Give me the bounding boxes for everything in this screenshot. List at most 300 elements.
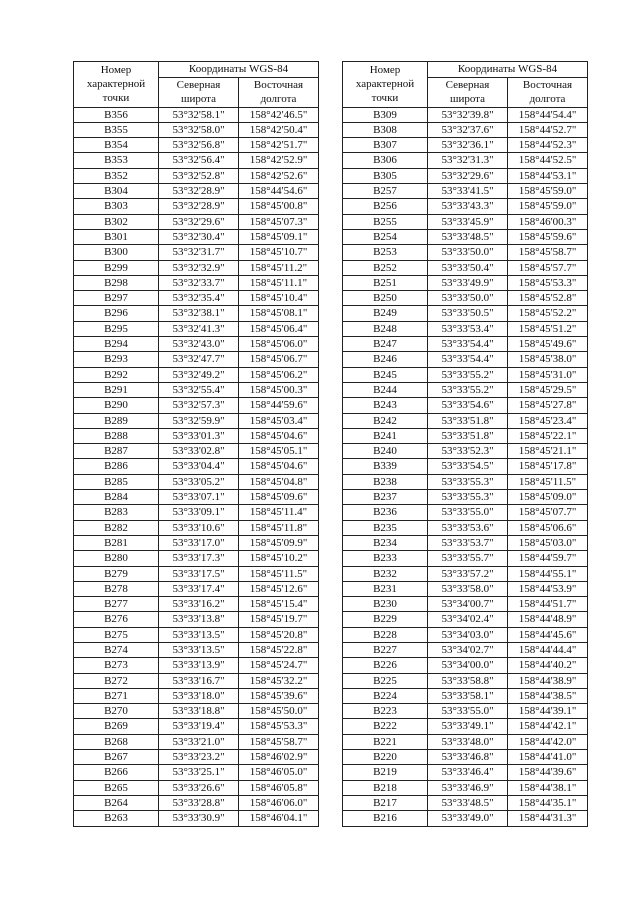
point-id-cell: В270 [74, 704, 159, 719]
latitude-cell: 53°32'59.9" [159, 413, 239, 428]
latitude-cell: 53°32'55.4" [159, 382, 239, 397]
latitude-cell: 53°33'18.8" [159, 704, 239, 719]
table-row [74, 581, 319, 596]
table-row [343, 719, 588, 734]
latitude-cell: 53°32'49.2" [159, 367, 239, 382]
table-row [74, 214, 319, 229]
point-id-cell: В242 [343, 413, 428, 428]
point-id-cell: В279 [74, 566, 159, 581]
latitude-cell: 53°32'31.7" [159, 245, 239, 260]
point-id-cell: В268 [74, 734, 159, 749]
point-id-cell: В254 [343, 229, 428, 244]
longitude-cell: 158°45'11.5" [508, 474, 588, 489]
latitude-cell: 53°32'35.4" [159, 291, 239, 306]
table-row [74, 535, 319, 550]
longitude-cell: 158°45'00.8" [239, 199, 319, 214]
longitude-cell: 158°45'06.7" [239, 352, 319, 367]
point-id-cell: В294 [74, 337, 159, 352]
table-row [343, 627, 588, 642]
longitude-cell: 158°42'50.4" [239, 122, 319, 137]
longitude-cell: 158°45'49.6" [508, 337, 588, 352]
latitude-cell: 53°33'48.5" [428, 229, 508, 244]
point-id-cell: В266 [74, 765, 159, 780]
latitude-cell: 53°32'58.0" [159, 122, 239, 137]
table-row [74, 168, 319, 183]
longitude-cell: 158°45'17.8" [508, 459, 588, 474]
latitude-cell: 53°33'58.1" [428, 688, 508, 703]
point-id-cell: В235 [343, 520, 428, 535]
table-row [343, 795, 588, 810]
point-id-cell: В216 [343, 811, 428, 826]
point-id-cell: В281 [74, 535, 159, 550]
point-id-cell: В233 [343, 551, 428, 566]
table-row [74, 658, 319, 673]
point-id-cell: В280 [74, 551, 159, 566]
longitude-cell: 158°45'00.3" [239, 382, 319, 397]
table-row [343, 642, 588, 657]
point-id-cell: В272 [74, 673, 159, 688]
latitude-cell: 53°33'55.0" [428, 704, 508, 719]
table-row [343, 428, 588, 443]
longitude-cell: 158°42'51.7" [239, 138, 319, 153]
table-row [343, 275, 588, 290]
point-id-cell: В241 [343, 428, 428, 443]
latitude-cell: 53°33'30.9" [159, 811, 239, 826]
point-id-cell: В264 [74, 795, 159, 810]
point-id-cell: В275 [74, 627, 159, 642]
latitude-cell: 53°33'51.8" [428, 413, 508, 428]
point-id-cell: В299 [74, 260, 159, 275]
longitude-cell: 158°45'06.2" [239, 367, 319, 382]
longitude-cell: 158°46'05.8" [239, 780, 319, 795]
latitude-cell: 53°32'47.7" [159, 352, 239, 367]
latitude-cell: 53°32'29.6" [428, 168, 508, 183]
point-header-line-3: точки [371, 92, 399, 105]
latitude-cell: 53°33'04.4" [159, 459, 239, 474]
coordinates-table-left [73, 61, 319, 827]
latitude-cell: 53°33'16.7" [159, 673, 239, 688]
point-number-header [74, 62, 159, 108]
latitude-cell: 53°33'51.8" [428, 428, 508, 443]
latitude-cell: 53°32'33.7" [159, 275, 239, 290]
table-row [74, 138, 319, 153]
table-header [74, 62, 319, 108]
latitude-cell: 53°33'49.0" [428, 811, 508, 826]
point-id-cell: В255 [343, 214, 428, 229]
longitude-cell: 158°45'50.0" [239, 704, 319, 719]
table-row [74, 153, 319, 168]
table-row [74, 306, 319, 321]
table-row [74, 107, 319, 122]
table-row [343, 291, 588, 306]
latitude-cell: 53°32'57.3" [159, 398, 239, 413]
point-id-cell: В220 [343, 750, 428, 765]
latitude-cell: 53°33'55.0" [428, 505, 508, 520]
longitude-cell: 158°45'27.8" [508, 398, 588, 413]
table-row [343, 153, 588, 168]
longitude-cell: 158°46'02.9" [239, 750, 319, 765]
longitude-cell: 158°45'10.4" [239, 291, 319, 306]
table-row [343, 321, 588, 336]
point-id-cell: В296 [74, 306, 159, 321]
point-id-cell: В283 [74, 505, 159, 520]
point-header-line-3: точки [102, 92, 130, 105]
table-row [343, 597, 588, 612]
table-row [343, 780, 588, 795]
longitude-cell: 158°45'03.4" [239, 413, 319, 428]
point-header-line-2: характерной [86, 78, 146, 91]
latitude-cell: 53°33'55.3" [428, 474, 508, 489]
latitude-cell: 53°33'17.5" [159, 566, 239, 581]
longitude-cell: 158°42'52.9" [239, 153, 319, 168]
latitude-cell: 53°33'53.6" [428, 520, 508, 535]
table-row [74, 382, 319, 397]
table-row [74, 704, 319, 719]
latitude-cell: 53°32'28.9" [159, 184, 239, 199]
table-row [343, 490, 588, 505]
table-row [343, 245, 588, 260]
longitude-cell: 158°44'51.7" [508, 597, 588, 612]
longitude-cell: 158°44'55.1" [508, 566, 588, 581]
longitude-cell: 158°45'51.2" [508, 321, 588, 336]
lon-header-line-1: Восточная [508, 78, 588, 93]
longitude-cell: 158°45'58.7" [239, 734, 319, 749]
longitude-cell: 158°44'42.1" [508, 719, 588, 734]
table-row [343, 138, 588, 153]
point-id-cell: В278 [74, 581, 159, 596]
latitude-cell: 53°33'25.1" [159, 765, 239, 780]
point-id-cell: В227 [343, 642, 428, 657]
point-id-cell: В300 [74, 245, 159, 260]
latitude-cell: 53°33'05.2" [159, 474, 239, 489]
latitude-cell: 53°33'54.4" [428, 337, 508, 352]
table-row [74, 719, 319, 734]
longitude-cell: 158°44'53.1" [508, 168, 588, 183]
latitude-cell: 53°33'46.8" [428, 750, 508, 765]
longitude-cell: 158°42'46.5" [239, 107, 319, 122]
table-row [74, 428, 319, 443]
latitude-cell: 53°33'55.7" [428, 551, 508, 566]
latitude-cell: 53°33'43.3" [428, 199, 508, 214]
table-row [74, 627, 319, 642]
point-id-cell: В287 [74, 444, 159, 459]
longitude-cell: 158°46'00.3" [508, 214, 588, 229]
latitude-cell: 53°33'52.3" [428, 444, 508, 459]
point-id-cell: В286 [74, 459, 159, 474]
latitude-cell: 53°33'50.4" [428, 260, 508, 275]
point-id-cell: В303 [74, 199, 159, 214]
latitude-cell: 53°33'18.0" [159, 688, 239, 703]
longitude-cell: 158°45'09.1" [239, 229, 319, 244]
longitude-cell: 158°46'05.0" [239, 765, 319, 780]
point-id-cell: В228 [343, 627, 428, 642]
longitude-cell: 158°45'03.0" [508, 535, 588, 550]
table-row [343, 184, 588, 199]
table-row [74, 184, 319, 199]
latitude-cell: 53°33'13.5" [159, 627, 239, 642]
latitude-cell: 53°33'49.1" [428, 719, 508, 734]
longitude-cell: 158°45'06.0" [239, 337, 319, 352]
point-id-cell: В248 [343, 321, 428, 336]
latitude-cell: 53°32'56.8" [159, 138, 239, 153]
longitude-cell: 158°45'22.8" [239, 642, 319, 657]
longitude-cell: 158°45'08.1" [239, 306, 319, 321]
table-row [74, 367, 319, 382]
point-id-cell: В289 [74, 413, 159, 428]
longitude-cell: 158°44'38.5" [508, 688, 588, 703]
table-row [343, 811, 588, 826]
latitude-cell: 53°33'13.8" [159, 612, 239, 627]
longitude-cell: 158°45'10.2" [239, 551, 319, 566]
table-row [343, 566, 588, 581]
point-id-cell: В292 [74, 367, 159, 382]
point-id-cell: В293 [74, 352, 159, 367]
longitude-cell: 158°45'19.7" [239, 612, 319, 627]
point-id-cell: В217 [343, 795, 428, 810]
table-row [343, 398, 588, 413]
longitude-cell: 158°44'45.6" [508, 627, 588, 642]
point-id-cell: В253 [343, 245, 428, 260]
latitude-cell: 53°32'29.6" [159, 214, 239, 229]
longitude-cell: 158°44'38.9" [508, 673, 588, 688]
latitude-cell: 53°34'00.0" [428, 658, 508, 673]
latitude-cell: 53°33'01.3" [159, 428, 239, 443]
table-row [343, 704, 588, 719]
longitude-cell: 158°44'48.9" [508, 612, 588, 627]
latitude-cell: 53°33'09.1" [159, 505, 239, 520]
point-id-cell: В282 [74, 520, 159, 535]
longitude-cell: 158°45'09.0" [508, 490, 588, 505]
latitude-cell: 53°32'32.9" [159, 260, 239, 275]
latitude-cell: 53°33'46.9" [428, 780, 508, 795]
point-id-cell: В236 [343, 505, 428, 520]
longitude-cell: 158°44'52.3" [508, 138, 588, 153]
point-id-cell: В298 [74, 275, 159, 290]
point-id-cell: В218 [343, 780, 428, 795]
table-row [343, 382, 588, 397]
table-row [74, 520, 319, 535]
longitude-cell: 158°45'11.1" [239, 275, 319, 290]
latitude-cell: 53°33'48.0" [428, 734, 508, 749]
latitude-cell: 53°33'55.3" [428, 490, 508, 505]
latitude-cell: 53°32'37.6" [428, 122, 508, 137]
table-row [74, 245, 319, 260]
point-id-cell: В288 [74, 428, 159, 443]
table-body [343, 107, 588, 826]
table-row [343, 413, 588, 428]
point-id-cell: В257 [343, 184, 428, 199]
longitude-cell: 158°45'15.4" [239, 597, 319, 612]
table-row [74, 795, 319, 810]
latitude-cell: 53°32'52.8" [159, 168, 239, 183]
longitude-cell: 158°45'57.7" [508, 260, 588, 275]
latitude-cell: 53°32'56.4" [159, 153, 239, 168]
longitude-cell: 158°44'52.7" [508, 122, 588, 137]
longitude-cell: 158°45'11.2" [239, 260, 319, 275]
table-row [343, 520, 588, 535]
latitude-cell: 53°33'45.9" [428, 214, 508, 229]
latitude-cell: 53°33'26.6" [159, 780, 239, 795]
longitude-cell: 158°45'05.1" [239, 444, 319, 459]
longitude-cell: 158°45'20.8" [239, 627, 319, 642]
latitude-cell: 53°34'02.7" [428, 642, 508, 657]
latitude-cell: 53°32'28.9" [159, 199, 239, 214]
point-id-cell: В256 [343, 199, 428, 214]
longitude-cell: 158°45'39.6" [239, 688, 319, 703]
table-row [74, 199, 319, 214]
longitude-cell: 158°45'11.5" [239, 566, 319, 581]
longitude-cell: 158°44'42.0" [508, 734, 588, 749]
longitude-cell: 158°45'24.7" [239, 658, 319, 673]
longitude-cell: 158°45'58.7" [508, 245, 588, 260]
longitude-cell: 158°45'52.2" [508, 306, 588, 321]
latitude-cell: 53°33'02.8" [159, 444, 239, 459]
point-id-cell: В226 [343, 658, 428, 673]
longitude-cell: 158°45'09.6" [239, 490, 319, 505]
latitude-cell: 53°33'46.4" [428, 765, 508, 780]
point-id-cell: В245 [343, 367, 428, 382]
table-row [343, 734, 588, 749]
table-row [343, 367, 588, 382]
longitude-cell: 158°45'04.8" [239, 474, 319, 489]
point-id-cell: В302 [74, 214, 159, 229]
point-id-cell: В339 [343, 459, 428, 474]
lat-header-line-2: широта [159, 92, 239, 107]
table-row [343, 168, 588, 183]
longitude-cell: 158°45'11.8" [239, 520, 319, 535]
latitude-cell: 53°32'58.1" [159, 107, 239, 122]
point-id-cell: В295 [74, 321, 159, 336]
longitude-cell: 158°45'11.4" [239, 505, 319, 520]
table-row [74, 122, 319, 137]
point-id-cell: В301 [74, 229, 159, 244]
latitude-cell: 53°33'58.8" [428, 673, 508, 688]
latitude-cell: 53°34'02.4" [428, 612, 508, 627]
point-id-cell: В237 [343, 490, 428, 505]
table-row [343, 199, 588, 214]
point-id-cell: В305 [343, 168, 428, 183]
coords-header: Координаты WGS-84 [428, 62, 588, 78]
latitude-cell: 53°33'19.4" [159, 719, 239, 734]
latitude-cell: 53°33'17.0" [159, 535, 239, 550]
table-row [343, 306, 588, 321]
point-id-cell: В252 [343, 260, 428, 275]
table-row [74, 398, 319, 413]
longitude-cell: 158°44'40.2" [508, 658, 588, 673]
point-id-cell: В240 [343, 444, 428, 459]
table-row [74, 688, 319, 703]
longitude-cell: 158°45'04.6" [239, 459, 319, 474]
point-id-cell: В243 [343, 398, 428, 413]
point-id-cell: В309 [343, 107, 428, 122]
latitude-cell: 53°33'57.2" [428, 566, 508, 581]
longitude-cell: 158°44'31.3" [508, 811, 588, 826]
table-row [74, 444, 319, 459]
lat-header-line-2: широта [428, 92, 508, 107]
table-header [343, 62, 588, 108]
point-id-cell: В238 [343, 474, 428, 489]
coordinates-table-right [342, 61, 588, 827]
point-id-cell: В355 [74, 122, 159, 137]
latitude-cell: 53°33'55.2" [428, 382, 508, 397]
point-id-cell: В291 [74, 382, 159, 397]
longitude-cell: 158°45'06.6" [508, 520, 588, 535]
table-row [343, 444, 588, 459]
longitude-cell: 158°44'39.1" [508, 704, 588, 719]
point-id-cell: В219 [343, 765, 428, 780]
table-row [343, 750, 588, 765]
latitude-cell: 53°33'48.5" [428, 795, 508, 810]
latitude-cell: 53°34'03.0" [428, 627, 508, 642]
table-row [74, 765, 319, 780]
longitude-cell: 158°46'06.0" [239, 795, 319, 810]
point-id-cell: В246 [343, 352, 428, 367]
latitude-cell: 53°33'17.4" [159, 581, 239, 596]
table-row [343, 229, 588, 244]
table-row [74, 566, 319, 581]
longitude-cell: 158°45'31.0" [508, 367, 588, 382]
point-id-cell: В225 [343, 673, 428, 688]
longitude-cell: 158°45'09.9" [239, 535, 319, 550]
point-id-cell: В267 [74, 750, 159, 765]
latitude-cell: 53°33'23.2" [159, 750, 239, 765]
latitude-cell: 53°33'16.2" [159, 597, 239, 612]
table-row [343, 214, 588, 229]
table-row [343, 122, 588, 137]
table-row [343, 673, 588, 688]
latitude-cell: 53°33'13.5" [159, 642, 239, 657]
point-number-header [343, 62, 428, 108]
longitude-cell: 158°45'10.7" [239, 245, 319, 260]
longitude-cell: 158°45'32.2" [239, 673, 319, 688]
point-id-cell: В273 [74, 658, 159, 673]
lon-header-line-1: Восточная [239, 78, 319, 93]
point-id-cell: В229 [343, 612, 428, 627]
point-id-cell: В274 [74, 642, 159, 657]
table-row [343, 551, 588, 566]
coords-header: Координаты WGS-84 [159, 62, 319, 78]
latitude-cell: 53°33'17.3" [159, 551, 239, 566]
table-row [74, 229, 319, 244]
longitude-cell: 158°45'38.0" [508, 352, 588, 367]
point-id-cell: В231 [343, 581, 428, 596]
longitude-cell: 158°45'12.6" [239, 581, 319, 596]
latitude-cell: 53°33'54.6" [428, 398, 508, 413]
table-row [74, 811, 319, 826]
table-row [74, 673, 319, 688]
lon-header-line-2: долгота [508, 92, 588, 107]
longitude-cell: 158°45'06.4" [239, 321, 319, 336]
point-id-cell: В224 [343, 688, 428, 703]
longitude-cell: 158°44'35.1" [508, 795, 588, 810]
longitude-cell: 158°44'59.6" [239, 398, 319, 413]
table-row [74, 413, 319, 428]
longitude-cell: 158°44'44.4" [508, 642, 588, 657]
latitude-cell: 53°32'31.3" [428, 153, 508, 168]
point-id-cell: В221 [343, 734, 428, 749]
point-id-cell: В353 [74, 153, 159, 168]
point-id-cell: В354 [74, 138, 159, 153]
point-id-cell: В285 [74, 474, 159, 489]
longitude-cell: 158°44'54.6" [239, 184, 319, 199]
point-id-cell: В223 [343, 704, 428, 719]
latitude-cell: 53°33'50.5" [428, 306, 508, 321]
point-id-cell: В250 [343, 291, 428, 306]
latitude-cell: 53°33'55.2" [428, 367, 508, 382]
longitude-cell: 158°46'04.1" [239, 811, 319, 826]
point-header-line-1: Номер [100, 63, 132, 76]
point-id-cell: В308 [343, 122, 428, 137]
